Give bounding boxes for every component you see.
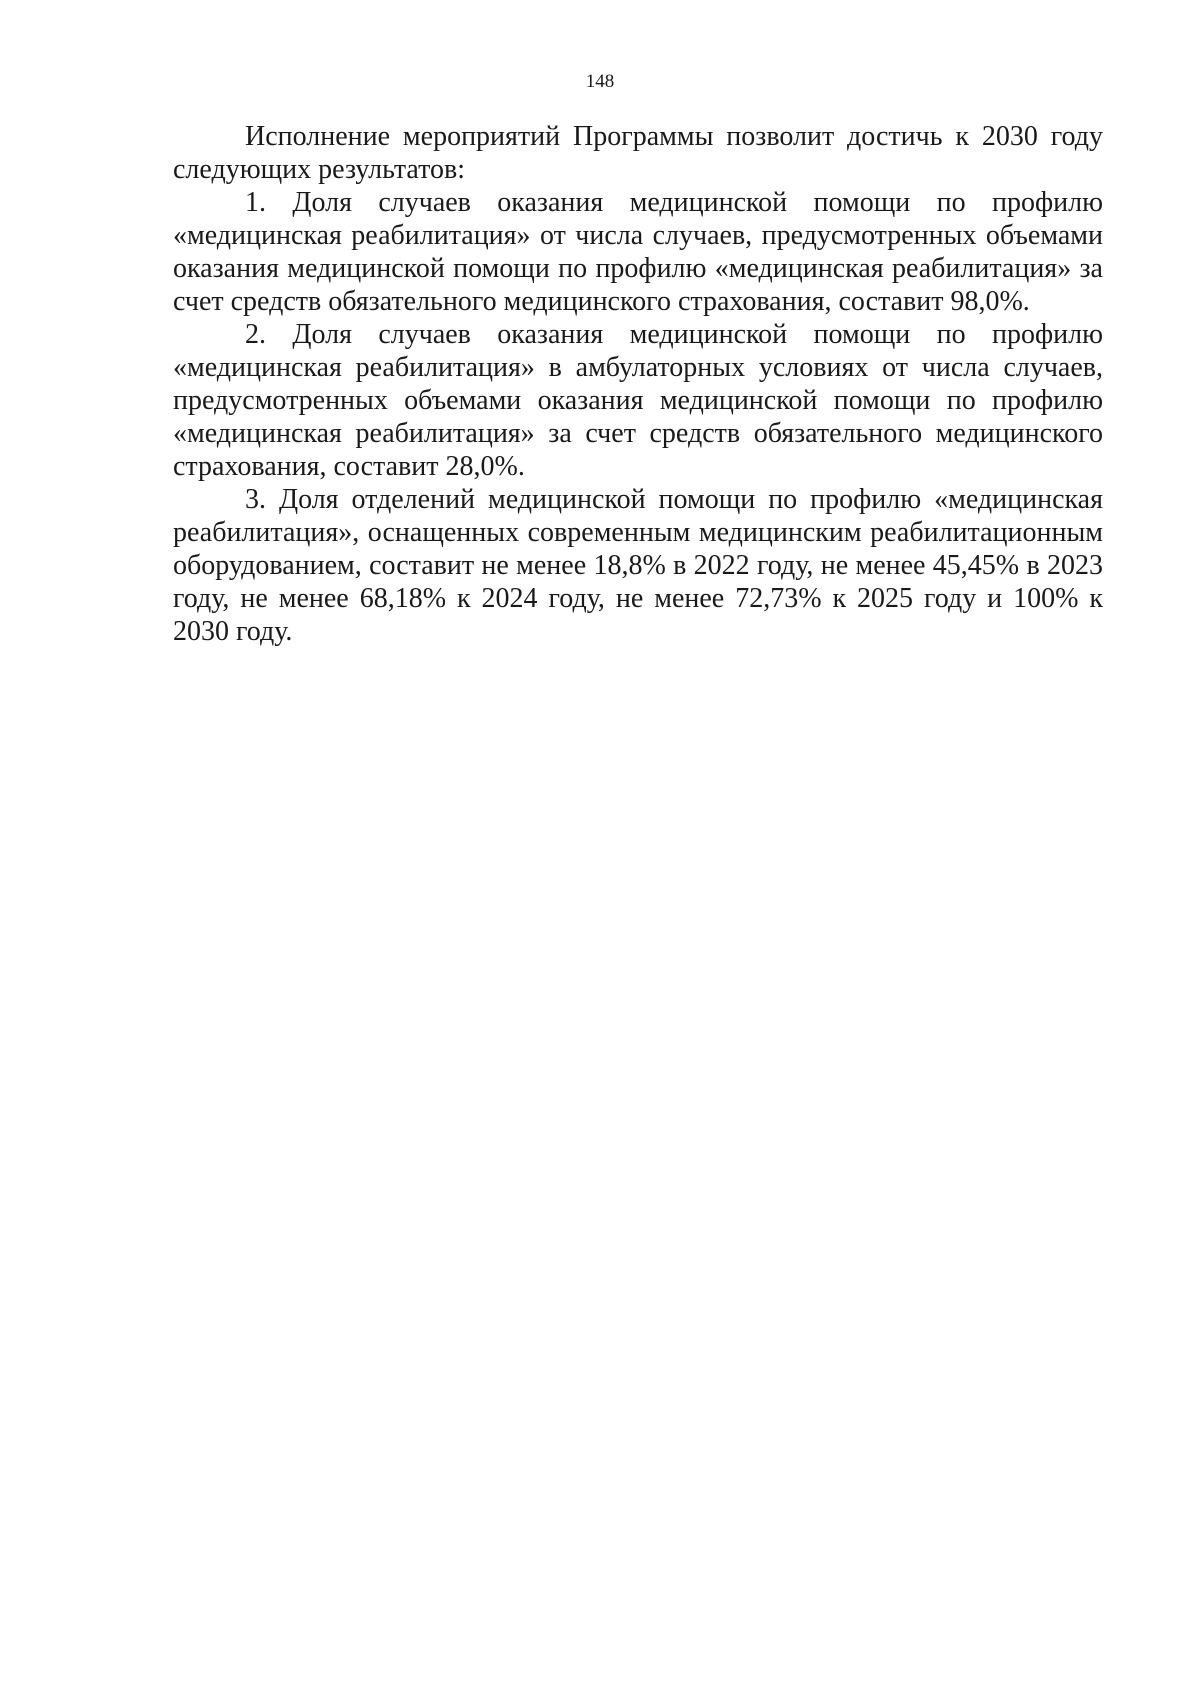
result-item-2: 2. Доля случаев оказания медицинской помощи по профилю «медицинская реабилитация» в амбулаторных условиях от числа случаев, предусмотренных объемами оказания медицинской помощи по профилю «медицинская реабилитация» за счет средств обязательного медицинского страхования, составит 28,0%. bbox=[173, 319, 1103, 482]
page-number: 148 bbox=[585, 71, 615, 92]
result-item-3: 3. Доля отделений медицинской помощи по профилю «медицинская реабилитация», оснащенных современным медицинским реабилитационным оборудованием, составит не менее 18,8% в 2022 году, не менее 45,45% в 2023 году, не менее 68,18% к 2024 году, не менее 72,73% к 2025 году и 100% к 2030 году. bbox=[173, 484, 1103, 647]
document-body bbox=[173, 120, 1103, 648]
result-item-1: 1. Доля случаев оказания медицинской помощи по профилю «медицинская реабилитация» от числа случаев, предусмотренных объемами оказания медицинской помощи по профилю «медицинская реабилитация» за счет средств обязательного медицинского страхования, составит 98,0%. bbox=[173, 187, 1103, 317]
intro-paragraph: Исполнение мероприятий Программы позволит достичь к 2030 году следующих результатов: bbox=[173, 121, 1103, 185]
